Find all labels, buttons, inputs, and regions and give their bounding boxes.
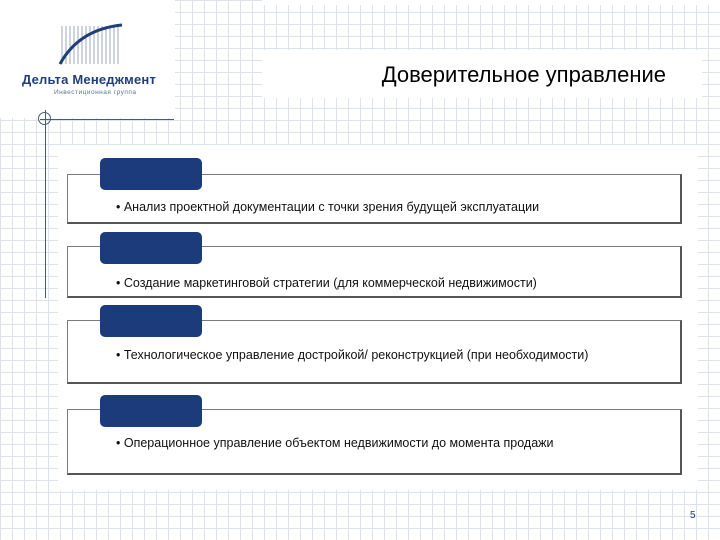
item-tab: [100, 232, 202, 264]
item-text: • Технологическое управление достройкой/ реконструкцией (при необходимости): [116, 348, 589, 362]
item-text: • Создание маркетинговой стратегии (для коммерческой недвижимости): [116, 276, 537, 290]
item-tab: [100, 305, 202, 337]
title-area: [262, 50, 702, 98]
item-text: • Анализ проектной документации с точки зрения будущей эксплуатации: [116, 200, 540, 214]
slide-title: Доверительное управление: [381, 62, 666, 87]
item-tab: [100, 395, 202, 427]
decor-horizontal-line: [40, 119, 174, 120]
logo-tagline: Инвестиционная группа: [54, 89, 137, 96]
logo-name: Дельта Менеджмент: [22, 72, 157, 87]
top-rule: [262, 0, 720, 5]
logo-arc-icon: [58, 22, 124, 66]
item-text: • Операционное управление объектом недвижимости до момента продажи: [116, 436, 554, 450]
decor-vertical-line: [45, 110, 46, 298]
company-logo: [0, 0, 175, 118]
decor-circle: [38, 112, 51, 125]
page-number: 5: [690, 510, 696, 521]
item-tab: [100, 158, 202, 190]
